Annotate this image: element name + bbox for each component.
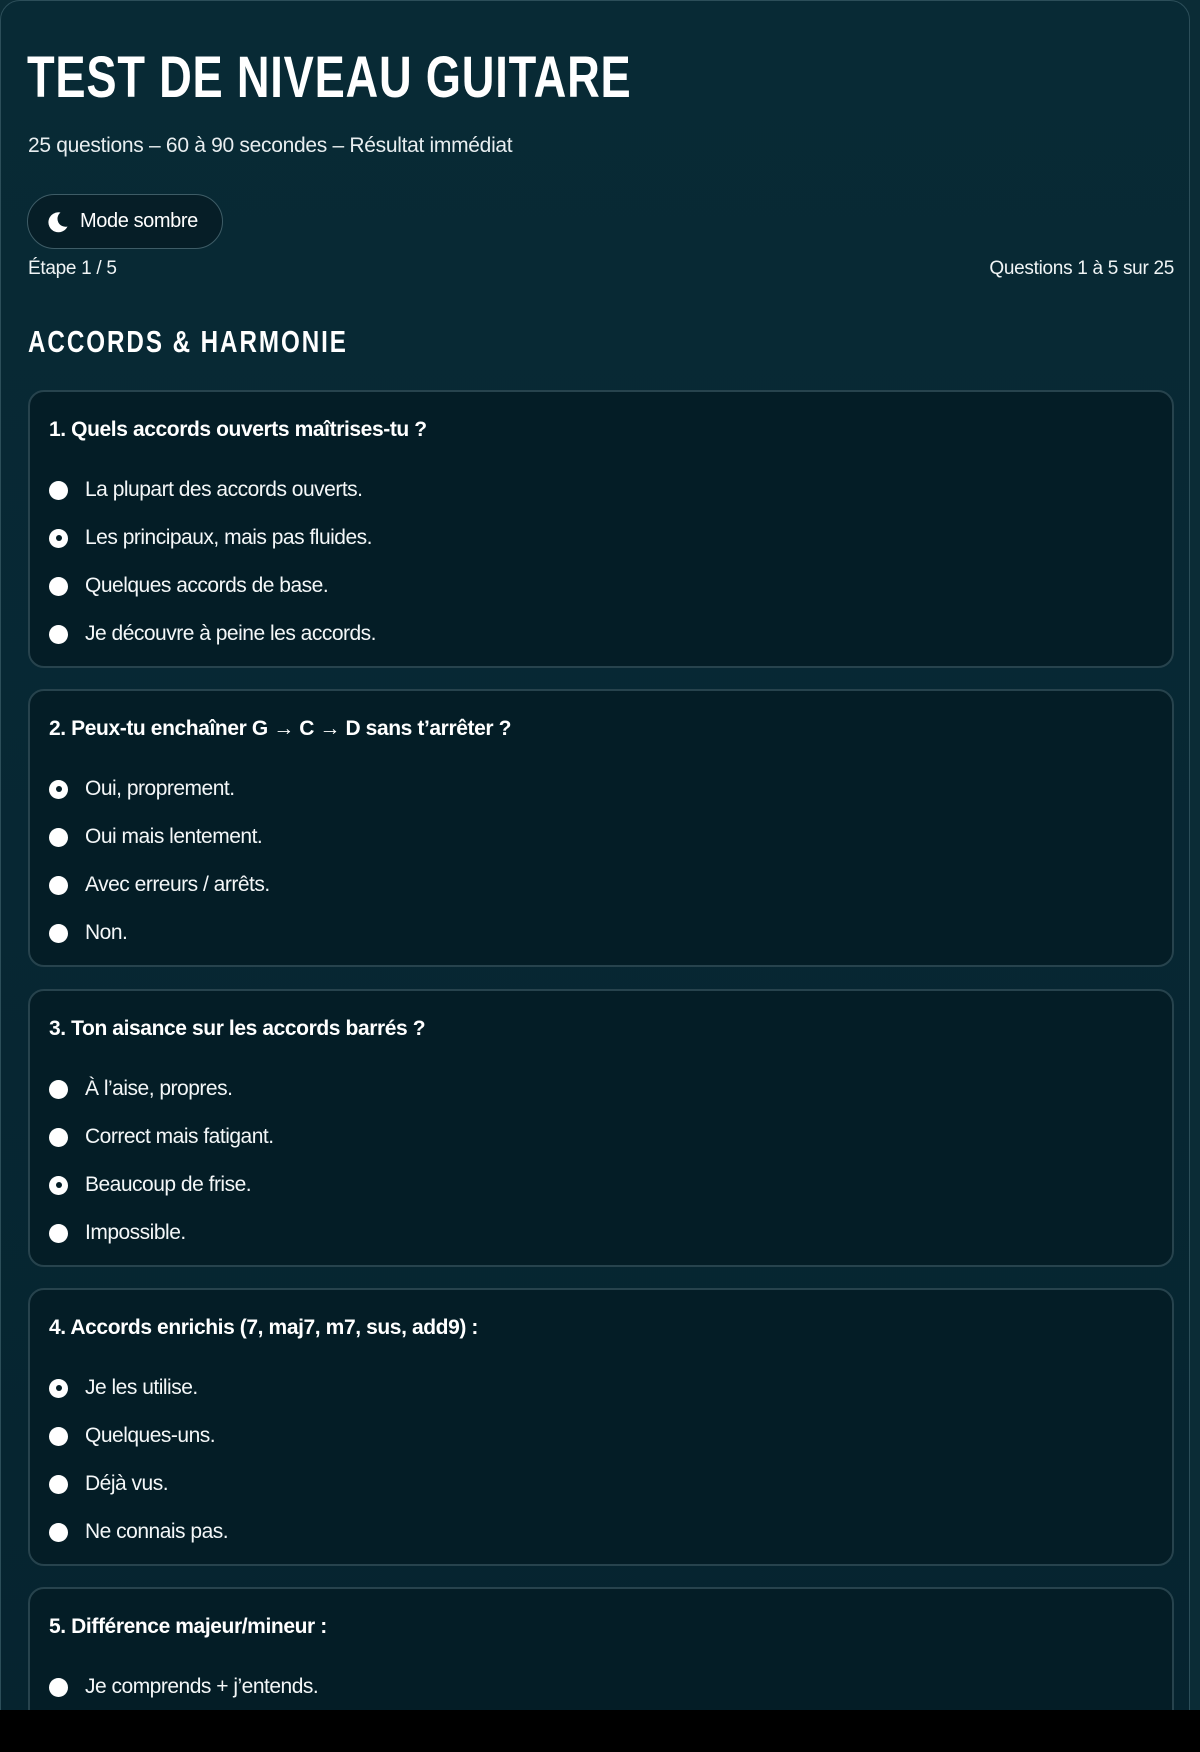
option-item[interactable] <box>49 861 270 909</box>
option-item[interactable] <box>49 1113 274 1161</box>
option-label: Impossible. <box>85 1221 186 1244</box>
option-item[interactable] <box>49 1065 274 1113</box>
bottom-black-bar <box>0 1710 1200 1752</box>
radio-button-selected[interactable] <box>49 1379 68 1398</box>
question-title: 1. Quels accords ouverts maîtrises-tu ? <box>49 418 427 441</box>
radio-button[interactable] <box>49 577 68 596</box>
option-item[interactable] <box>49 562 376 610</box>
radio-button[interactable] <box>49 876 68 895</box>
option-label: Je comprends + j’entends. <box>85 1675 319 1698</box>
radio-button[interactable] <box>49 1128 68 1147</box>
radio-button[interactable] <box>49 1523 68 1542</box>
moon-icon <box>46 210 70 234</box>
option-label: Ne connais pas. <box>85 1520 229 1543</box>
option-label: Oui, proprement. <box>85 777 235 800</box>
page-subtitle: 25 questions – 60 à 90 secondes – Résultat immédiat <box>28 134 513 157</box>
option-label: Avec erreurs / arrêts. <box>85 873 270 896</box>
question-title: 5. Différence majeur/mineur : <box>49 1615 327 1638</box>
option-label: À l’aise, propres. <box>85 1077 233 1100</box>
options-list <box>49 765 270 957</box>
radio-button-selected[interactable] <box>49 780 68 799</box>
option-item[interactable] <box>49 1412 228 1460</box>
dark-mode-label: Mode sombre <box>80 210 198 232</box>
option-item[interactable] <box>49 1161 274 1209</box>
question-card-4 <box>28 1288 1174 1566</box>
step-indicator: Étape 1 / 5 <box>28 258 117 279</box>
question-range: Questions 1 à 5 sur 25 <box>989 258 1174 279</box>
question-title: 2. Peux-tu enchaîner G → C → D sans t’arrêter ? <box>49 717 512 740</box>
option-item[interactable] <box>49 1209 274 1257</box>
option-label: Déjà vus. <box>85 1472 169 1495</box>
question-card-1 <box>28 390 1174 668</box>
radio-button[interactable] <box>49 1678 68 1697</box>
page-title: TEST DE NIVEAU GUITARE <box>27 45 632 110</box>
option-item[interactable] <box>49 610 376 658</box>
progress-row <box>28 255 1174 283</box>
question-card-5 <box>28 1587 1174 1710</box>
radio-button-selected[interactable] <box>49 529 68 548</box>
options-list <box>49 1663 318 1710</box>
option-label: Je les utilise. <box>85 1376 198 1399</box>
section-title: ACCORDS & HARMONIE <box>28 324 348 359</box>
radio-button-selected[interactable] <box>49 1176 68 1195</box>
options-list <box>49 1364 228 1556</box>
option-item[interactable] <box>49 765 270 813</box>
radio-button[interactable] <box>49 1475 68 1494</box>
option-label: Les principaux, mais pas fluides. <box>85 526 372 549</box>
option-label: Quelques-uns. <box>85 1424 216 1447</box>
question-title: 3. Ton aisance sur les accords barrés ? <box>49 1017 426 1040</box>
option-label: Oui mais lentement. <box>85 825 263 848</box>
radio-button[interactable] <box>49 1080 68 1099</box>
radio-button[interactable] <box>49 1427 68 1446</box>
radio-button[interactable] <box>49 1224 68 1243</box>
option-label: Non. <box>85 921 128 944</box>
question-title: 4. Accords enrichis (7, maj7, m7, sus, add9) : <box>49 1316 478 1339</box>
radio-button[interactable] <box>49 625 68 644</box>
option-item[interactable] <box>49 1663 318 1710</box>
radio-button[interactable] <box>49 828 68 847</box>
option-item[interactable] <box>49 466 376 514</box>
question-card-2 <box>28 689 1174 967</box>
option-label: Je découvre à peine les accords. <box>85 622 377 645</box>
option-label: Correct mais fatigant. <box>85 1125 274 1148</box>
radio-button[interactable] <box>49 481 68 500</box>
option-item[interactable] <box>49 813 270 861</box>
dark-mode-toggle-button[interactable] <box>27 194 223 249</box>
option-label: Quelques accords de base. <box>85 574 329 597</box>
option-item[interactable] <box>49 909 270 957</box>
option-label: Beaucoup de frise. <box>85 1173 252 1196</box>
question-card-3 <box>28 989 1174 1267</box>
options-list <box>49 466 376 658</box>
options-list <box>49 1065 274 1257</box>
option-item[interactable] <box>49 1364 228 1412</box>
option-item[interactable] <box>49 1508 228 1556</box>
option-label: La plupart des accords ouverts. <box>85 478 363 501</box>
option-item[interactable] <box>49 514 376 562</box>
radio-button[interactable] <box>49 924 68 943</box>
option-item[interactable] <box>49 1460 228 1508</box>
